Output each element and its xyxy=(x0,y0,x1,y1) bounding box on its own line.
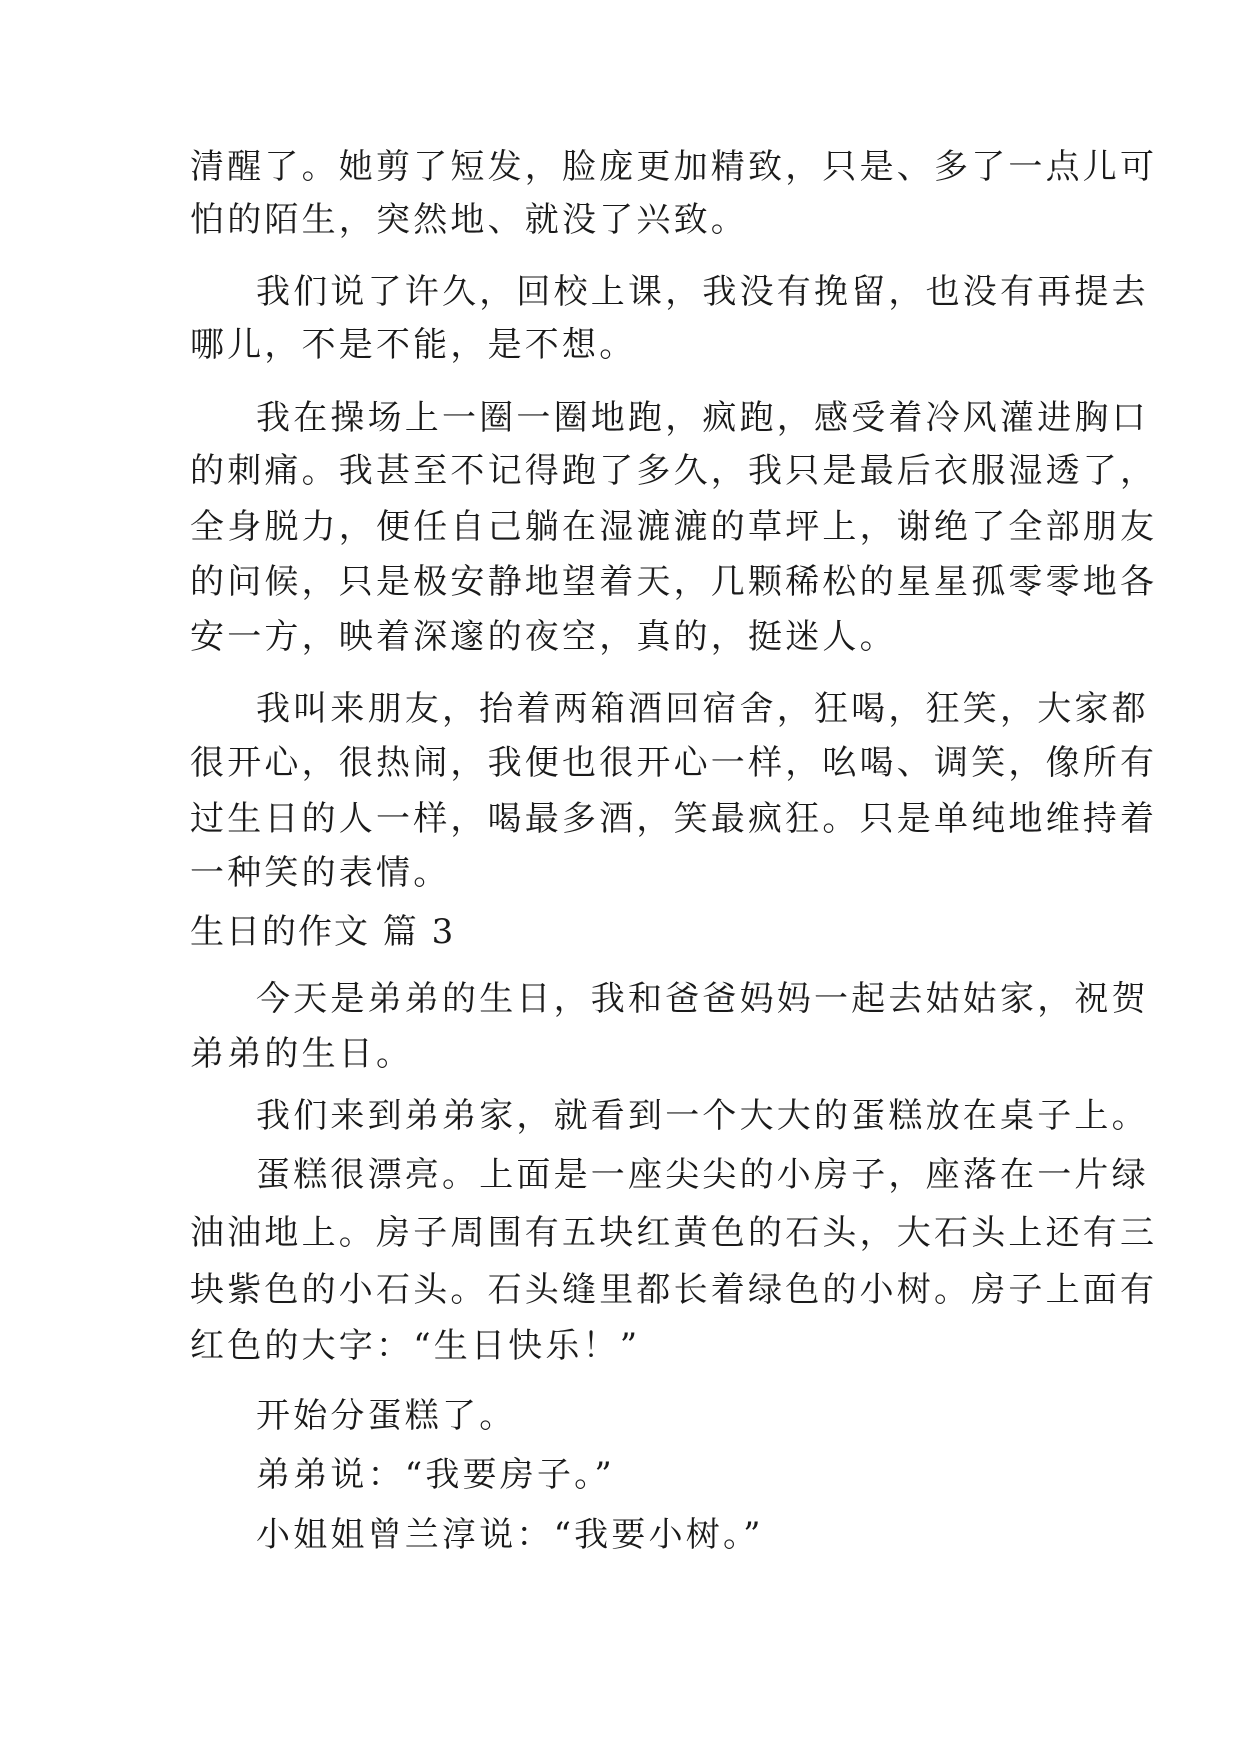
text-line: 的问候，只是极安静地望着天，几颗稀松的星星孤零零地各 xyxy=(190,562,1158,602)
paragraph-start: 我们说了许久，回校上课，我没有挽留，也没有再提去 xyxy=(256,272,1149,312)
text-line: 安一方，映着深邃的夜空，真的，挺迷人。 xyxy=(190,617,897,657)
text-line: 全身脱力，便任自己躺在湿漉漉的草坪上，谢绝了全部朋友 xyxy=(190,507,1158,547)
paragraph-start: 我在操场上一圈一圈地跑，疯跑，感受着冷风灌进胸口 xyxy=(256,398,1149,438)
text-line: 过生日的人一样，喝最多酒，笑最疯狂。只是单纯地维持着 xyxy=(190,799,1158,839)
text-line: 很开心，很热闹，我便也很开心一样，吆喝、调笑，像所有 xyxy=(190,743,1158,783)
paragraph-start: 开始分蛋糕了。 xyxy=(256,1396,517,1436)
text-line: 块紫色的小石头。石头缝里都长着绿色的小树。房子上面有 xyxy=(190,1270,1158,1310)
text-line: 清醒了。她剪了短发，脸庞更加精致，只是、多了一点儿可 xyxy=(190,147,1158,187)
section-heading: 生日的作文 篇 3 xyxy=(190,912,456,952)
text-line: 哪儿，不是不能，是不想。 xyxy=(190,325,637,365)
paragraph-start: 我叫来朋友，抬着两箱酒回宿舍，狂喝，狂笑，大家都 xyxy=(256,689,1149,729)
text-line: 弟弟的生日。 xyxy=(190,1034,414,1074)
paragraph-start: 今天是弟弟的生日，我和爸爸妈妈一起去姑姑家，祝贺 xyxy=(256,979,1149,1019)
paragraph-start: 弟弟说：“我要房子。” xyxy=(256,1455,615,1495)
text-line: 一种笑的表情。 xyxy=(190,853,451,893)
paragraph-start: 蛋糕很漂亮。上面是一座尖尖的小房子，座落在一片绿 xyxy=(256,1155,1149,1195)
paragraph-start: 小姐姐曾兰淳说：“我要小树。” xyxy=(256,1515,764,1555)
text-line: 红色的大字：“生日快乐！” xyxy=(190,1326,641,1366)
paragraph-start: 我们来到弟弟家，就看到一个大大的蛋糕放在桌子上。 xyxy=(256,1096,1149,1136)
text-line: 怕的陌生，突然地、就没了兴致。 xyxy=(190,200,748,240)
text-line: 油油地上。房子周围有五块红黄色的石头，大石头上还有三 xyxy=(190,1213,1158,1253)
text-line: 的刺痛。我甚至不记得跑了多久，我只是最后衣服湿透了， xyxy=(190,451,1158,491)
